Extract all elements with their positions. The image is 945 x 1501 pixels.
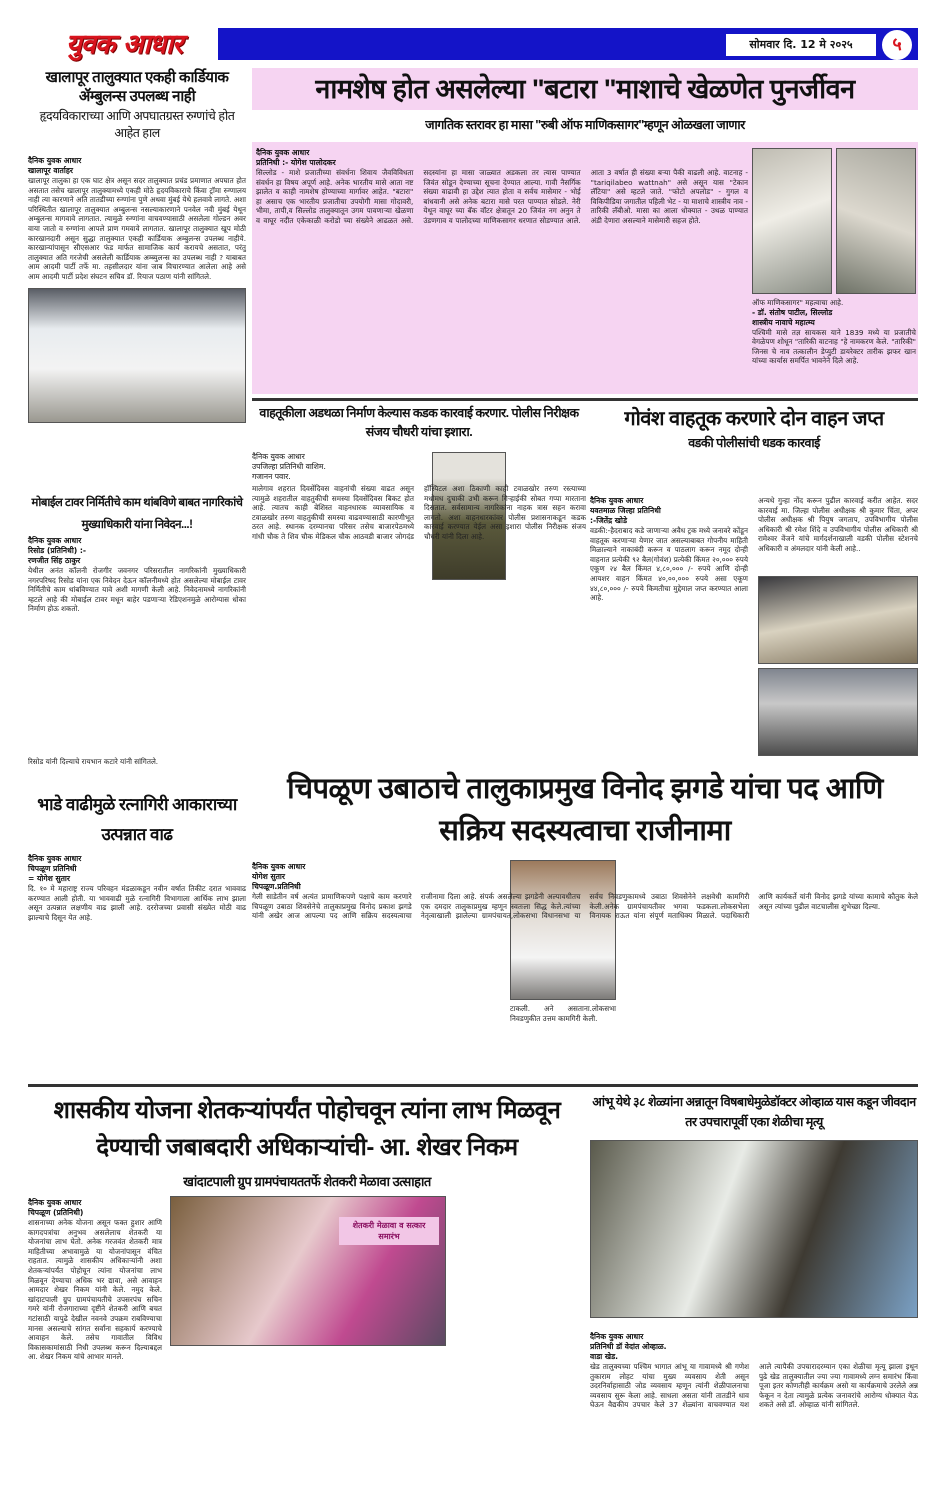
paper-name: दैनिक युवक आधार — [256, 148, 310, 157]
article-ambulance — [28, 68, 246, 423]
newspaper-logo: युवक आधार — [30, 28, 218, 62]
paper-name: दैनिक युवक आधार — [252, 452, 305, 461]
reporter: योगेश सुतार — [252, 872, 285, 881]
reporter: खालापूर वार्ताहर — [28, 166, 73, 175]
article-body: येथील अनंत कॉलनी रोजगीर जवनगर परिसरातील नागरिकांनी मुख्याधिकारी नगरपरिषद रिसोड यांना एक निवेदन देऊन कॉलनीमध्ये होत असलेल्या मोबाईल टावर निर्मितीचे काम थांबविण्यात यावे अशी मागणी केली आहे. निवेदनामध्ये नागरिकांनी म्हटले आहे की मोबाईल टावर मधून बाहेर पडणाऱ्या रेडिएशनमुळे आरोग्यास धोका निर्माण होऊ शकतो. — [28, 566, 246, 614]
reporter: चिपळूण (प्रतिनिधी) — [28, 1208, 84, 1217]
article-body: खालापूर तालुका हा एक घाट क्षेत्र असून सदर तालुक्यात प्रचंड प्रमाणात अपघात होत असतात तसेच खालापूर तालुक्यामध्ये एकही मोठे हृदयविकाराचे किंवा ट्रॉमा रुग्णालय नाही त्या कारणाने अति तातडीच्या रुग्णांना पुणे अथवा मुंबई येथे हलवावे लागते. अशा परिस्थितीत खालापूर तालुक्यात अम्बुलन्स नसल्याकारणाने पनवेल नवी मुंबई येथून अम्बुलन्स मागवावे लागतात. त्यामुळे रुग्णांना वाचवण्यासाठी असलेला गोल्डन अवर वाया जातो व रुग्णांना आपले प्राण गमवावे लागतात. खालापूर तालुक्यात खूप मोठी कारखानदारी असून सुद्धा तालुक्यात एकही कार्डियाक अम्बुलन्स उपलब्ध नाहीये. कारखान्यांपासून सीएसआर फंड मार्फत सामाजिक कार्य करायचे असतात, परंतु तालुक्यात अति गरजेची असलेली कार्डियाक अम्ब्युलन्स का उपलब्ध नाही ? याबाबत आम आदमी पार्टी तर्फे मा. तहसीलदार यांना जाब विचारण्यात आलेला आहे असे आम आदमी पार्टी प्रदेश संघटन सचिव डॉ. रियाज पठाण यांनी सांगितले. — [28, 176, 246, 281]
paper-name: दैनिक युवक आधार — [28, 1198, 82, 1207]
subheadline: वडकी पोलीसांची धडक कारवाई — [688, 436, 820, 450]
reporter: प्रतिनिधी डॉ वेदांत ओव्हाळ. — [590, 1342, 667, 1351]
paper-name: दैनिक युवक आधार — [252, 862, 306, 871]
subheadline: खांदाटपाली ग्रुप ग्रामपंचायततर्फे शेतकरी मेळावा उत्साहात — [183, 1174, 431, 1189]
headline: शासकीय योजना शेतकऱ्यांपर्यंत पोहोचवून त्यांना लाभ मिळवून देण्याची जबाबदारी अधिकाऱ्यांची- आ. शेखर निकम — [53, 1097, 561, 1161]
paper-name: दैनिक युवक आधार — [590, 1332, 644, 1341]
reporter: उपजिल्हा प्रतिनिधी वाशिम. — [252, 462, 326, 471]
fish-photo-1 — [752, 148, 832, 294]
headline: आंभू येथे ३८ शेळ्यांना अन्नातून विषबाधेमुळेडॉक्टर ओव्हाळ यास कडून जीवदान तर उपचारापूर्वी एका शेळीचा मृत्यू — [592, 1095, 916, 1129]
sidebar-body: पश्चिमी मासे तज्ञ सायकस याने 1839 मध्ये या प्रजातीचे वेगळेपण शोधून "तारिकी वाटनाह "हे नामकरण केले. "तारिकी" जिनस चे नाव तत्कालीन डेप्युटी डायरेक्टर तारीक झफर खान यांच्या कार्यास समर्पित भावनेने दिले आहे. — [752, 327, 916, 366]
article-body: दि. १० मे महाराष्ट्र राज्य परिवहन मंडळाकडून नवीन वर्षात तिकीट दरात भाववाढ करण्यात आली होती. या भाववाढी मुळे रत्नागिरी विभागाला आर्थिक लाभ झाला असून उत्पन्नात लक्षणीय वाढ झाली आहे. दररोजच्या प्रवासी संख्येत मोठी वाढ झाल्याचे दिसून येत आहे. — [28, 884, 246, 922]
reporter-name: रणजीत सिंह ठाकुर — [28, 556, 81, 565]
issue-date: सोमवार दि. 12 मे २०२५ — [726, 34, 876, 56]
article-body: खेड तालुक्यच्या पश्चिम भागात आंभू या गावामध्ये श्री गणेश तुकाराम लोहट यांचा मुख्य व्यवसाय शेती असून उदरनिर्वाहासाठी जोड व्यवसाय म्हणून त्यांनी शेळीपालनाचा व्यवसाय सुरू केला आहे. साधला असता यांनी तातडीने धाव घेऊन वैद्यकीय उपचार केले 37 शेळ्यांना वाचवण्यात यश आले त्यापैकी उपचारादरम्यान एका शेळीचा मृत्यू झाला इथून पुढे खेड तालुक्यातील ज्या ज्या गावामध्ये लग्न समारंभ किंवा पूजा इतर कोणतीही कार्यक्रम असो या कार्यक्रमाचे उरलेले अन्न फेकून न देता त्यामुळे प्रत्येक जनावरांचे आरोग्य धोक्यात येऊ शकते असे डॉ. ओव्हाळ यांनी सांगितले. — [590, 1362, 918, 1410]
reporter: यवतमाळ जिल्हा प्रतिनिधी — [590, 506, 661, 515]
headline: नामशेष होत असलेल्या "बटारा "माशाचे खेळणेत पुनर्जीवन — [315, 74, 855, 104]
subheadline: हृदयविकाराच्या आणि अपघातग्रस्त रुग्णांचे होत आहेत हाल — [39, 109, 235, 140]
article-batara-fish — [252, 68, 918, 394]
sidebar-heading: शास्त्रीय नावाचे महात्म्य — [752, 317, 815, 327]
article-cattle-seizure — [590, 404, 918, 760]
sidebar-quote: ऑफ माणिकसागर" महत्वाचा आहे. — [752, 298, 844, 307]
goats-photo — [590, 1140, 918, 1318]
headline: भाडे वाढीमुळे रत्नागिरी आकाराच्या उत्पन्नात वाढ — [37, 795, 237, 844]
ambulance-photo — [28, 288, 246, 423]
sidebar-name: - डॉ. संतोष पाटील, सिल्लोड — [752, 307, 833, 317]
trucks-photo — [758, 668, 918, 756]
article-footer: रिसोड यांनी दिल्याचे रायभान कटारे यांनी सांगितले. — [28, 757, 159, 766]
article-body: शासनाच्या अनेक योजना असून फक्त हुशार आणि कागदपत्रांचा अनुभव असलेलाच शेतकरी या योजनांचा लाभ घेतो. अनेक गरजवंत शेतकरी मात्र माहितीच्या अभावामुळे या योजनांपासून वंचित राहतात. त्यामुळे शासकीय अधिकाऱ्यांनी अशा शेतकऱ्यांपर्यंत पोहोचून त्यांना योजनांचा लाभ मिळवून देण्याचा अधिक भर द्यावा, असे आवाहन आमदार शेखर निकम यांनी केले. नमुद केले. खांदाटपाली ग्रुप ग्रामपंचायतीचे उपसरपंच सचिन गमरे यांनी रोजगाराच्या दृष्टीने शेतकरी आणि बचत गटांसाठी यापुढे देखील नवनवे उपक्रम राबविण्याचा मानस असल्याचे सांगत सर्वांना सहकार्य करण्याचे आवाहन केले. तसेच गावातील विविध विकासकामांसाठी निधी उपलब्ध करून दिल्याबद्दल आ. शेखर निकम यांचे आभार मानले. — [28, 1218, 162, 1362]
paper-name: दैनिक युवक आधार — [28, 536, 82, 545]
article-traffic — [252, 404, 586, 760]
reporter-place: चिपळूण.प्रतिनिधी — [252, 882, 301, 891]
article-farmers-meet — [28, 1092, 586, 1497]
article-body-2: अन्यथे गुन्हा नोंद करून पुढील कारवाई करीत आहेत. सदर कारवाई मा. जिल्हा पोलीस अधीक्षक श्री कुमार चिंता, अपर पोलीस अधीक्षक श्री पियुष जगताप, उपविभागीय पोलीस अधिकारी श्री रमेश शिंदे व उपविभागीय पोलीस अधिकारी श्री रामेश्वर वेंजने यांचे मार्गदर्शनाखाली वडकी पोलीस स्टेशनचे अधिकारी व अंमलदार यांनी केली आहे.. — [758, 496, 918, 553]
divider — [28, 1084, 918, 1087]
farmers-meet-photo — [170, 1196, 446, 1346]
photo-caption: टाकली. अने असताना.लोकसभा निवडणुकीत उत्तम कामगिरी केली. — [510, 1004, 616, 1023]
article-body: सिल्लोड - माशे प्रजातीच्या संवर्धना शिवाय जैवविविधता संवर्धन हा विषय अपूर्ण आहे. अनेक भारतीय मासे आता नष्ट झालेत व काही नामशेष होण्याच्या मार्गावर आहेत. "बटारा" हा असाच एक भारतीय प्रजातीचा उपयोगी मासा गोदावरी, भीमा, तापी,व सिल्लोड तालुक्यातून उगम पावणाऱ्या खेळणा व वाघूर नदीत एकेकाळी करोडो च्या संख्येने आढळत असे. सदस्यांना हा मासा जाळ्यात अडकला तर त्यास पाण्यात जिवंत सोडून देण्याच्या सूचना देण्यात आल्या. गावी नैसर्गिक संख्या वाढावी हा उद्देश त्यात होता व सर्वच मासेमार - भोई बांधवानी असे अनेक बटारा मासे परत पाण्यात सोडले. नेरी येथून वाघूर च्या बॅक वॉटर क्षेत्रातून 20 जिवंत नग अनुन ते उंडणगाव व पालोदच्या माणिकसागर धरणात सोडण्यात आले. आता 3 वर्षात ही संख्या बऱ्या पैकी वाढली आहे. वाटनाह - "tariqilabeo wattnah" असे असून यास "टेकान लॅटिया" असे म्हटले जाते. "फोटो अपलोड" - गुगल व विकिपीडिया जगातील पहिली भेट - या माशाचे शास्त्रीय नाव - तारिकी लॅबीओ. मासा का आला धोक्यात - उथळ पाण्यात अंडी देणारा असल्याने मासेमारी सहज होते. — [256, 168, 748, 225]
divider — [252, 398, 918, 401]
subheadline: जागतिक स्तरावर हा मासा "रुबी ऑफ माणिकसागर"म्हणून ओळखला जाणार — [425, 118, 745, 132]
event-banner: शेतकरी मेळावा व सत्कार समारंभ — [339, 1217, 439, 1245]
reporter-name: :-जितेंद्र खोडे — [590, 516, 628, 525]
article-fare-hike — [28, 790, 246, 922]
paper-name: दैनिक युवक आधार — [590, 496, 644, 505]
page-number: ५ — [882, 30, 912, 60]
reporter-name: गजानन पवार. — [252, 472, 291, 481]
fish-photo-2 — [836, 148, 916, 294]
headline: मोबाईल टावर निर्मितीचे काम थांबविणे बाबत नागरिकांचे मुख्याधिकारी यांना निवेदन...! — [31, 497, 243, 531]
masthead — [30, 28, 918, 62]
reporter-place: वाडा खेड. — [590, 1352, 619, 1361]
article-mobile-tower — [28, 492, 246, 766]
paper-name: दैनिक युवक आधार — [28, 854, 82, 863]
reporter-name: = योगेश सुतार — [28, 874, 70, 883]
reporter: चिपळूण प्रतिनिधी — [28, 864, 77, 873]
headline: चिपळूण उबाठाचे तालुकाप्रमुख विनोद झगडे यांचा पद आणि सक्रिय सदस्यत्वाचा राजीनामा — [287, 773, 883, 847]
article-body: गेली साडेतीन वर्ष अत्यंत प्रामाणिकपणे पक्षाचे काम करणारे चिपळूण उबाठा शिवसेनेचे तालुकाप्रमुख विनोद प्रकाश झगडे यांनी अखेर आज आपल्या पद आणि सक्रिय सदस्यत्वाचा राजीनामा दिला आहे. संपर्क असलेल्या झगडेनी अल्पावधीतच एक दमदार तालुकाप्रमुख म्हणून स्वतःला सिद्ध केले.त्यांच्या नेतृत्वाखाली झालेल्या ग्रामपंचायत,लोकसभा विधानसभा या सर्वच निवडणुकामध्ये उबाठा शिवसेनेने लक्षवेधी कामगिरी केली.अनेक ग्रामपंचायतीवर भगवा फडकला.लोकसभेला विनायक राऊत यांना संपूर्ण मताधिक्य मिळाले. पदाधिकारी आणि कार्यकर्ते यांनी विनोद झगडे यांच्या कामाचे कौतुक केले असून त्यांच्या पुढील वाटचालीस शुभेच्छा दिल्या. — [252, 892, 918, 921]
cattle-photo — [758, 576, 918, 664]
article-body: मालेगाव शहरात दिवसेंदिवस वाहनांची संख्या वाढत असून त्यामुळे शहरातील वाहतुकीची समस्या दिवसेंदिवस बिकट होत आहे. त्यातच काही बेशिस्त वाहनधारक व्यावसायिक व टवाळखोर तरुण वाहतुकीची समस्या वाढवण्यासाठी कारणीभूत ठरत आहे. स्थानक दरम्यानचा परिसर तसेच बाजारपेठमध्ये गांधी चौक ते शिव चौक मेडिकल चौक आठवडी बाजार जोगदंड हॉस्पिटल अशा ठिकाणी काही टवाळखोर तरुण रस्त्याच्या मधोमध दुचाकी उभी करून गिऱ्हाईकी सोबत गप्पा मारताना दिसतात. सर्वसामान्य नागरिकांना नाहक त्रास सहन करावा लागतो. अशा वाहनधारकांवर पोलीस प्रशासनाकडून कडक कारवाई करण्यात येईल असा इशारा पोलीस निरीक्षक संजय चौधरी यांनी दिला आहे. — [252, 484, 586, 541]
article-goat-poisoning — [590, 1092, 918, 1497]
headline: वाहतूकीला अडथळा निर्माण केल्यास कडक कारवाई करणार. पोलीस निरीक्षक संजय चौधरी यांचा इशारा. — [259, 406, 579, 439]
paper-name: दैनिक युवक आधार — [28, 156, 82, 165]
headline: खालापूर तालुक्यात एकही कार्डियाक ॲम्बुलन्स उपलब्ध नाही — [45, 69, 229, 105]
article-body: वडकी:-हैदराबाद कडे जाणाऱ्या अवैध ट्रक मध्ये जनावरे कोंडून वाहतूक करणाऱ्या येणार जात असल्याबाबत गोपनीय माहिती मिळाल्याने नाकाबंदी करून व पाठलाग करून नमूद दोन्ही वाहनात प्रत्येकी ९२ बैल(गोवंश) प्रत्येकी किंमत २०,००० रुपये एकूण २४ बैल किंमत ४,८०,००० /- रुपये आणि दोन्ही आयशर वाहन किंमत ४०,००,००० रुपये असा एकूण ४४,८०,००० /- रुपये किमतीचा मुद्देमाल जप्त करण्यात आला आहे. — [590, 526, 748, 603]
reporter: प्रतिनिधी :- योगेश पालोदकर — [256, 158, 336, 167]
article-chiplun-resignation — [252, 768, 918, 1078]
headline: गोवंश वाहतूक करणारे दोन वाहन जप्त — [624, 408, 884, 430]
reporter: रिसोड (प्रतिनिधी) :- — [28, 546, 87, 555]
